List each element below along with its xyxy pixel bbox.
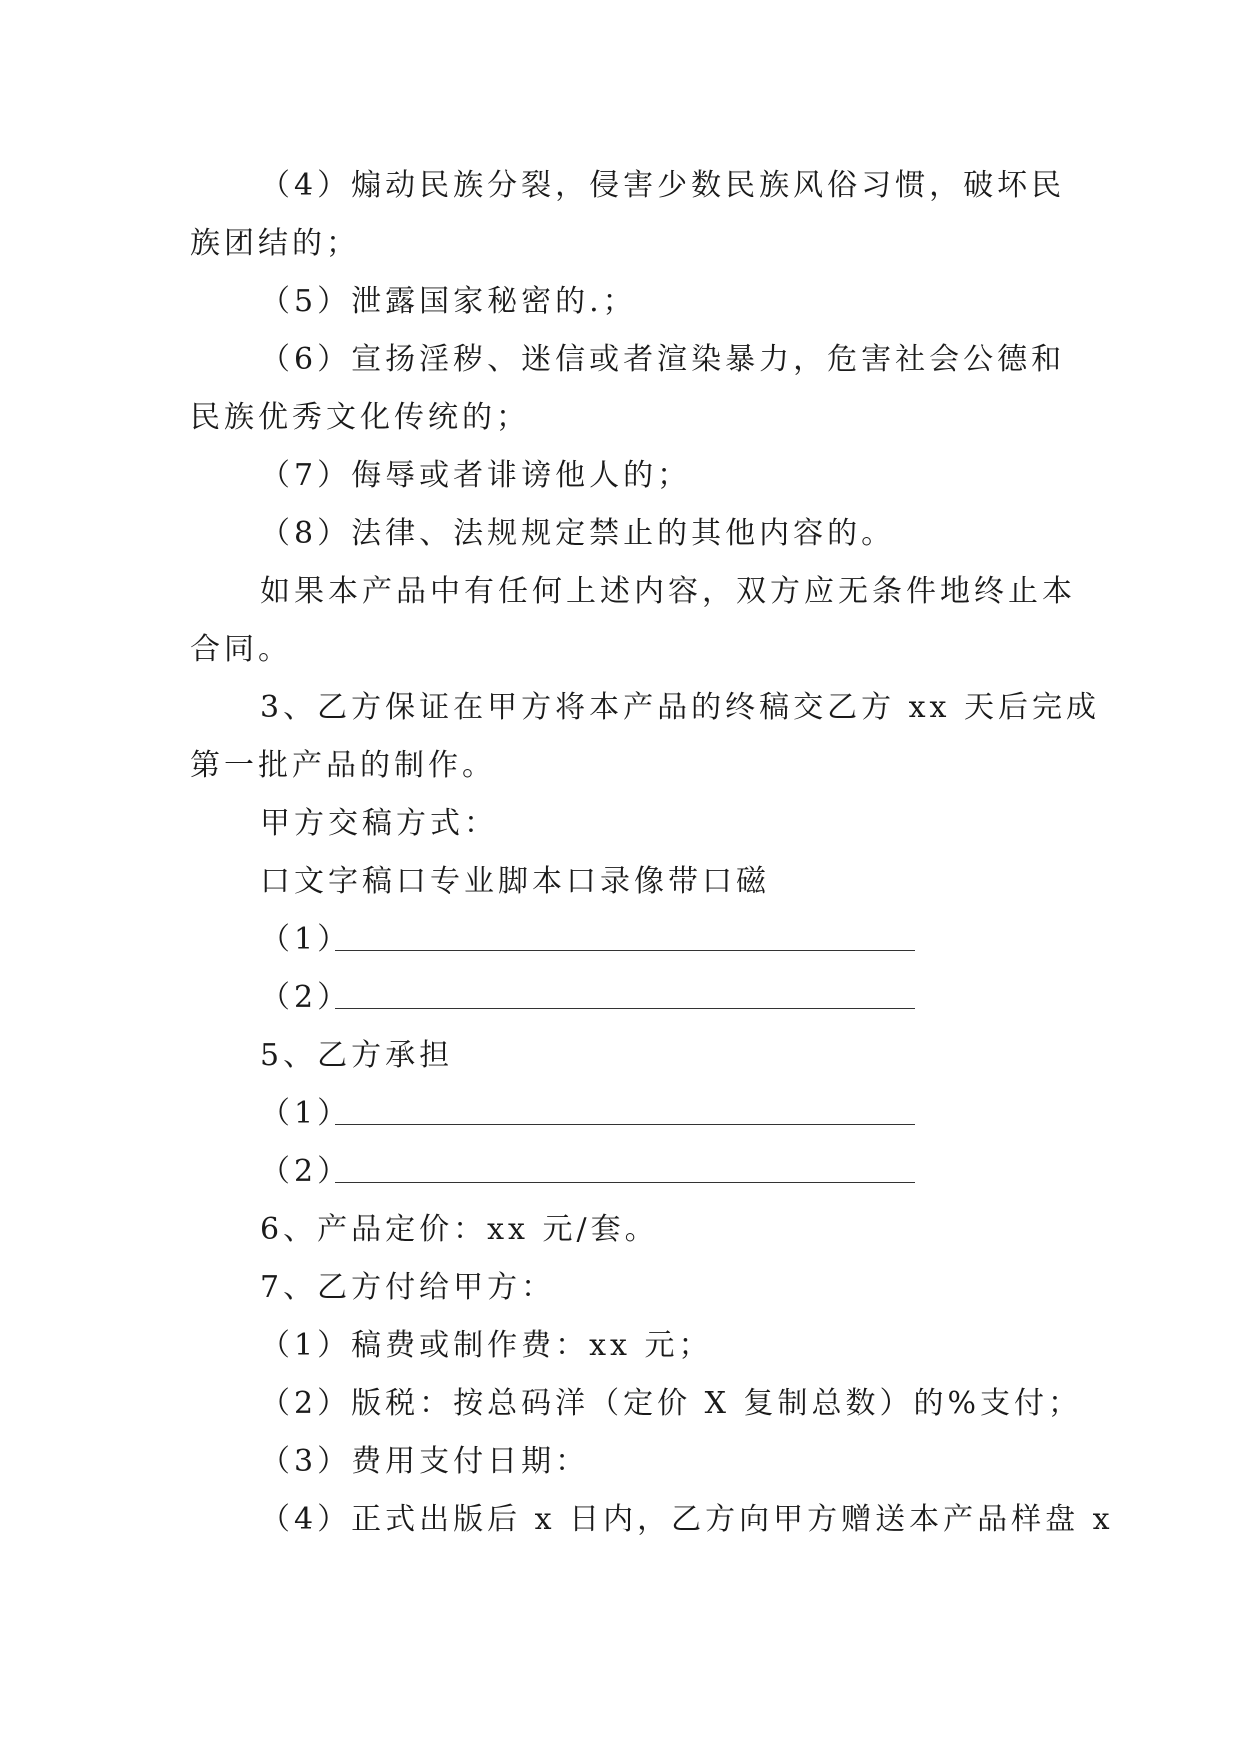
clause-4-line-2: 族团结的； (190, 226, 360, 261)
payment-item-3: （3）费用支付日期： (260, 1444, 590, 1479)
section-7-heading: 7、乙方付给甲方： (260, 1270, 556, 1305)
section-5-heading: 5、乙方承担 (260, 1038, 454, 1073)
payment-item-1: （1）稿费或制作费：xx 元； (260, 1328, 713, 1363)
submission-blank-1-underline (335, 950, 915, 951)
obligation-blank-2-underline (335, 1182, 915, 1183)
submission-options: 口文字稿口专业脚本口录像带口磁 (260, 864, 770, 899)
clause-6-line-1: （6）宣扬淫秽、迷信或者渲染暴力，危害社会公德和 (260, 342, 1066, 377)
submission-blank-2-underline (335, 1008, 915, 1009)
section-3-line-2: 第一批产品的制作。 (190, 748, 496, 783)
payment-item-4: （4）正式出版后 x 日内，乙方向甲方赠送本产品样盘 x (260, 1502, 1114, 1537)
clause-6-line-2: 民族优秀文化传统的； (190, 400, 530, 435)
clause-7: （7）侮辱或者诽谤他人的； (260, 458, 692, 493)
submission-method-heading: 甲方交稿方式： (260, 806, 498, 841)
submission-blank-1-label: （1） (260, 922, 352, 957)
section-6-pricing: 6、产品定价：xx 元/套。 (260, 1212, 659, 1247)
clause-4-line-1: （4）煽动民族分裂，侵害少数民族风俗习惯，破坏民 (260, 168, 1066, 203)
obligation-blank-1-underline (335, 1124, 915, 1125)
payment-item-2: （2）版税：按总码洋（定价 X 复制总数）的%支付； (260, 1386, 1083, 1421)
clause-5: （5）泄露国家秘密的.； (260, 284, 637, 319)
obligation-blank-2-label: （2） (260, 1154, 352, 1189)
termination-line-2: 合同。 (190, 632, 292, 667)
termination-line-1: 如果本产品中有任何上述内容，双方应无条件地终止本 (260, 574, 1076, 609)
obligation-blank-1-label: （1） (260, 1096, 352, 1131)
submission-blank-2-label: （2） (260, 980, 352, 1015)
clause-8: （8）法律、法规规定禁止的其他内容的。 (260, 516, 896, 551)
section-3-line-1: 3、乙方保证在甲方将本产品的终稿交乙方 xx 天后完成 (260, 690, 1100, 725)
